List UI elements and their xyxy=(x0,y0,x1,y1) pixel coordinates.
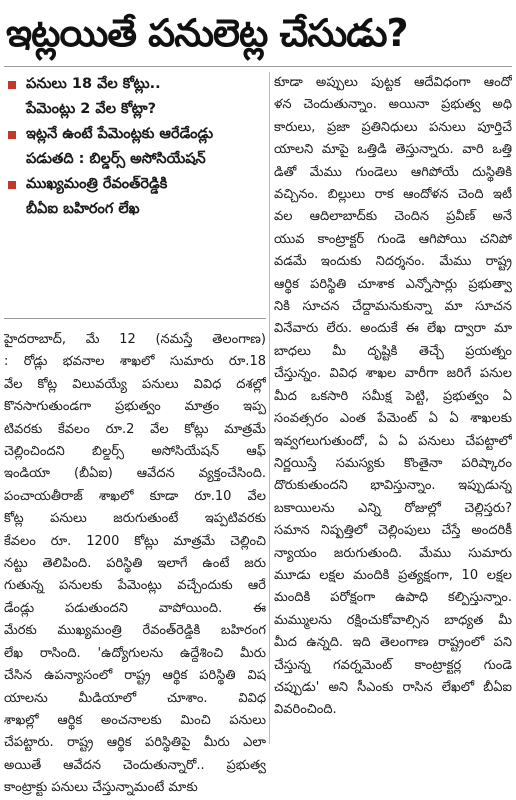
article-line: బకాయిలను ఎన్ని రోజుల్లో చెల్లిస్తరు? xyxy=(274,500,512,516)
article-line: కోట్ల పనులు జరుగుతుంటే ఇప్పటివరకు xyxy=(4,511,266,527)
article-line: గుతున్న పనులకు పేమెంట్లు వచ్చేందుకు ఆరే xyxy=(4,578,266,594)
article-line: న్యాయం జరుగుతుంది. మేము సుమారు xyxy=(274,545,512,561)
article-line: కూడా అప్పులు పుట్టక ఆదేవిధంగా ఆందో xyxy=(274,75,512,90)
article-line: చేసిన ఉపన్యాసంలో రాష్ట్ర ఆర్థిక పరిస్థితి విష xyxy=(4,668,266,684)
article-line: సంవత్సరం ఎంత పేమెంట్ ఏ ఏ శాఖలకు xyxy=(274,411,512,427)
article-line: వేల కోట్ల విలువయ్యే పనులు వివిధ దశల్లో xyxy=(4,376,266,392)
deck-text: ఇట్లనే ఉంటే పేమెంట్లకు ఆరేడేండ్లు xyxy=(26,126,214,142)
bullet-square-icon xyxy=(8,81,16,89)
deck-line xyxy=(4,97,266,122)
article-line: నట్టు తెలిపింది. పరిస్థితి ఇలాగే ఉంటే జరు xyxy=(4,556,266,572)
left-column xyxy=(4,72,266,800)
article-line: డితో మేము గుండెలు ఆగిపోయే దుస్థితికి xyxy=(274,164,512,180)
article-line: మేరకు ముఖ్యమంత్రి రేవంత్‌రెడ్డికి బహిరంగ xyxy=(4,623,266,639)
article-line: మీద ఉన్నది. ఇది తెలంగాణ రాష్ట్రంలో పని xyxy=(274,635,512,651)
article-line: శాఖల్లో ఆర్థిక అంచనాలకు మించి పనులు xyxy=(4,712,266,728)
article-line: దొరుకుతుందని భావిస్తున్నాం. ఇప్పుడున్న xyxy=(274,478,512,494)
article-body-right xyxy=(274,72,512,722)
article-line: హైదరాబాద్, మే 12 (నమస్తే తెలంగాణ) xyxy=(4,332,266,347)
deck-line xyxy=(4,147,266,172)
article-line: చప్పుడు' అని సీఎంకు రాసిన లేఖలో బీఏఐ xyxy=(274,679,512,695)
headline-rule xyxy=(4,66,512,67)
article-line: నికి సూచన చేద్దామనుకున్నా మా సూచన xyxy=(274,299,512,315)
deck-line xyxy=(4,72,266,97)
article-line: పంచాయతీరాజ్ శాఖలో కూడా రూ.10 వేల xyxy=(4,488,266,504)
article-line: చేపట్టారు. రాష్ట్ర ఆర్థిక పరిస్థితిపై మీరు ఎలా xyxy=(4,735,266,751)
article-line: : రోడ్లు భవనాల శాఖలో సుమారు రూ.18 xyxy=(4,354,266,370)
article-body-left xyxy=(4,329,266,800)
deck-text: పడుతది : బిల్డర్స్ అసోసియేషన్ xyxy=(26,151,206,167)
headline: ఇట్లయితే పనులెట్ల చేసుడు? xyxy=(6,11,408,55)
deck-text: పేమెంట్లు 2 వేల కోట్లా? xyxy=(26,101,157,117)
article-line: టివరకు కేవలం రూ.2 వేల కోట్లు మాత్రమే xyxy=(4,421,266,437)
article-line: ఇండియా (బీఏఐ) ఆవేదన వ్యక్తంచేసింది. xyxy=(4,466,266,482)
deck-text: ముఖ్యమంత్రి రేవంత్‌రెడ్డికి xyxy=(26,176,168,192)
article-line: బాధలు మీ దృష్టికి తెచ్చే ప్రయత్నం xyxy=(274,343,512,359)
article-line: కారులు, ప్రజా ప్రతినిధులు పనులు పూర్తిచే xyxy=(274,119,512,135)
bullet-square-icon xyxy=(8,181,16,189)
article-line: యాలని మాపై ఒత్తిడి తెస్తున్నారు. వారి ఒత్తి xyxy=(274,142,512,158)
article-line: ఇవ్వగలుగుతుందో, ఏ ఏ పనులు చేపట్టాలో xyxy=(274,433,512,449)
article-line: ళన చెందుతున్నాం. అయినా ప్రభుత్వ అధి xyxy=(274,97,512,113)
deck-line xyxy=(4,197,266,222)
right-column xyxy=(274,72,512,722)
bullet-square-icon xyxy=(8,131,16,139)
article-line: లేఖ రాసింది. 'ఉద్యోగులను ఉద్దేశించి మీరు xyxy=(4,645,266,661)
article-line: మందికి పరోక్షంగా ఉపాధి కల్పిస్తున్నాం. xyxy=(274,590,512,606)
column-divider xyxy=(269,72,270,744)
article-line: కొనసాగుతుండగా ప్రభుత్వం మాత్రం ఇప్ప xyxy=(4,399,266,415)
article-line: వివరించింది. xyxy=(274,702,337,718)
article-line: సమాన నిష్పత్తిలో చెల్లింపులు చేస్తే అందరికీ xyxy=(274,523,512,539)
article-line: ఆర్థిక పరిస్థితి చూశాక ఎన్నోసార్లు ప్రభుత్వా xyxy=(274,276,512,292)
deck-text: పనులు 18 వేల కోట్లు.. xyxy=(26,76,161,92)
article-line: వడమే ఇందుకు నిదర్శనం. మేము రాష్ట్ర xyxy=(274,254,512,270)
article-line: యువ కాంట్రాక్టర్ గుండె ఆగిపోయి చనిపో xyxy=(274,231,512,247)
deck-line xyxy=(4,172,266,197)
article-line: కాంట్రాక్టు పనులు చేస్తున్నామంటే మాకు xyxy=(4,780,198,796)
article-line: అయితే ఆవేదన చెందుతున్నారో.. ప్రభుత్వ xyxy=(4,757,266,773)
article-line: వచ్చినం. బిల్లులు రాక ఆందోళన చెంది ఇటీ xyxy=(274,187,512,203)
article-line: చెల్లించిందని బిల్డర్స్ అసోసియేషన్ ఆఫ్ xyxy=(4,444,266,460)
article-line: చేస్తున్నం. వివిధ శాఖల వారీగా జరిగే పనుల xyxy=(274,366,512,382)
article-line: నిర్ణయిస్తే సమస్యకు కొంతైనా పరిష్కారం xyxy=(274,455,512,471)
article-line: వినేవారు లేరు. అందుకే ఈ లేఖ ద్వారా మా xyxy=(274,321,512,337)
deck-points xyxy=(4,72,266,316)
article-line: కేవలం రూ. 1200 కోట్లు మాత్రమే చెల్లించి xyxy=(4,533,266,549)
article-line: డేండ్లు పడుతుందని వాపోయింది. ఈ xyxy=(4,600,266,616)
deck-rule xyxy=(4,318,266,319)
article-line: వల ఆదిలాబాద్‌కు చెందిన ప్రవీణ్ అనే xyxy=(274,209,512,225)
article-line: చేస్తున్న గవర్నమెంట్ కాంట్రాక్టర్ల గుండె xyxy=(274,657,512,673)
deck-text: బీఏఐ బహిరంగ లేఖ xyxy=(26,201,140,217)
article-line: మమ్ములను రక్షించుకోవాల్సిన బాధ్యత మీ xyxy=(274,612,512,628)
deck-line xyxy=(4,122,266,147)
article-line: యాలను మీడియాలో చూశాం. వివిధ xyxy=(4,690,266,706)
article-line: మీద ఒకసారి సమీక్ష పెట్టి, ప్రభుత్వం ఏ xyxy=(274,388,512,404)
article-line: మూడు లక్షల మందికి ప్రత్యక్షంగా, 10 లక్షల xyxy=(274,567,512,583)
